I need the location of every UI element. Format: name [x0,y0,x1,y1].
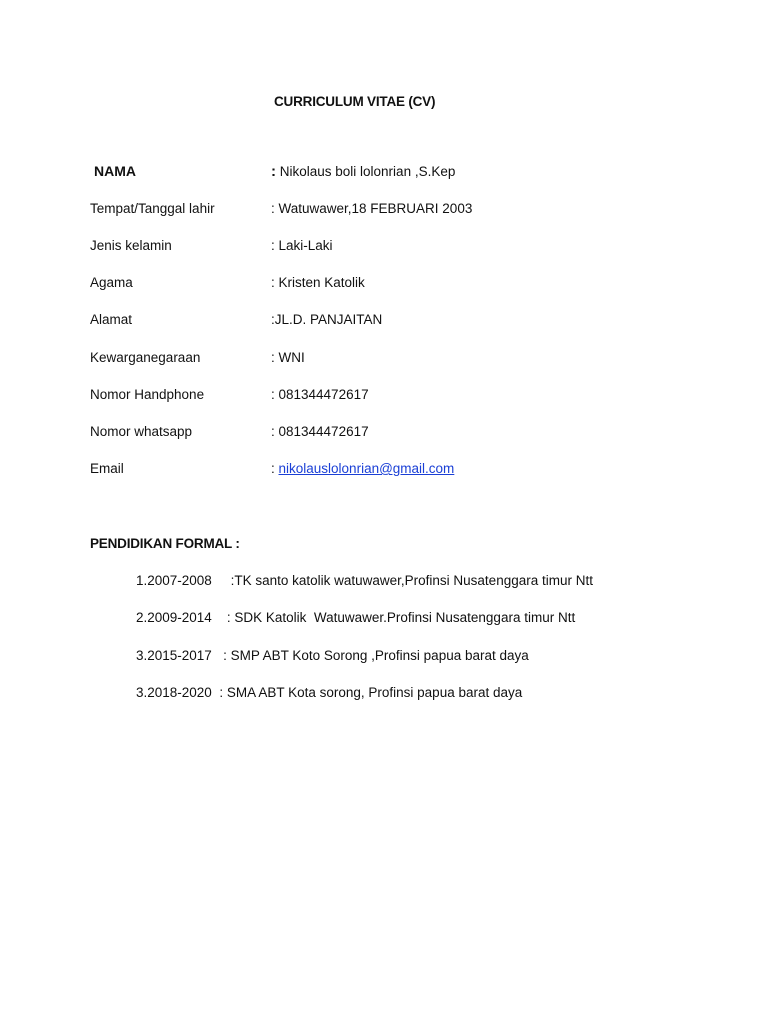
field-whatsapp-value: : 081344472617 [271,424,369,439]
field-whatsapp-label: Nomor whatsapp [90,424,193,439]
field-name-label: NAMA [94,163,136,179]
field-address [90,312,690,332]
field-email-label: Email [90,461,124,476]
field-nationality-label: Kewarganegaraan [90,350,201,365]
field-gender [90,238,690,258]
field-email [90,461,690,481]
field-name [90,163,690,183]
field-birth-label: Tempat/Tanggal lahir [90,201,215,216]
field-address-value: :JL.D. PANJAITAN [271,312,383,327]
field-religion-label: Agama [90,275,133,290]
field-name-value-wrap [271,163,455,180]
field-email-value-wrap [271,461,454,476]
education-item: 3.2018-2020 : SMA ABT Kota sorong, Profinsi papua barat daya [136,685,523,700]
field-birth [90,201,690,221]
field-address-label: Alamat [90,312,133,327]
education-heading: PENDIDIKAN FORMAL : [90,536,240,551]
field-phone [90,387,690,407]
field-religion [90,275,690,295]
education-item: 1.2007-2008 :TK santo katolik watuwawer,Profinsi Nusatenggara timur Ntt [136,573,593,588]
document-title: CURRICULUM VITAE (CV) [274,94,436,109]
education-item: 2.2009-2014 : SDK Katolik Watuwawer.Profinsi Nusatenggara timur Ntt [136,610,576,625]
field-gender-label: Jenis kelamin [90,238,172,253]
field-phone-value: : 081344472617 [271,387,369,402]
field-nationality-value: : WNI [271,350,305,365]
field-whatsapp [90,424,690,444]
field-nationality [90,350,690,370]
field-religion-value: : Kristen Katolik [271,275,365,290]
field-gender-value: : Laki-Laki [271,238,333,253]
field-birth-value: : Watuwawer,18 FEBRUARI 2003 [271,201,473,216]
field-email-colon: : [271,461,279,476]
field-name-colon: : [271,163,276,180]
field-phone-label: Nomor Handphone [90,387,205,402]
education-item: 3.2015-2017 : SMP ABT Koto Sorong ,Profinsi papua barat daya [136,648,529,663]
email-link[interactable]: nikolauslolonrian@gmail.com [278,461,455,476]
field-name-value: Nikolaus boli lolonrian ,S.Kep [276,164,456,179]
